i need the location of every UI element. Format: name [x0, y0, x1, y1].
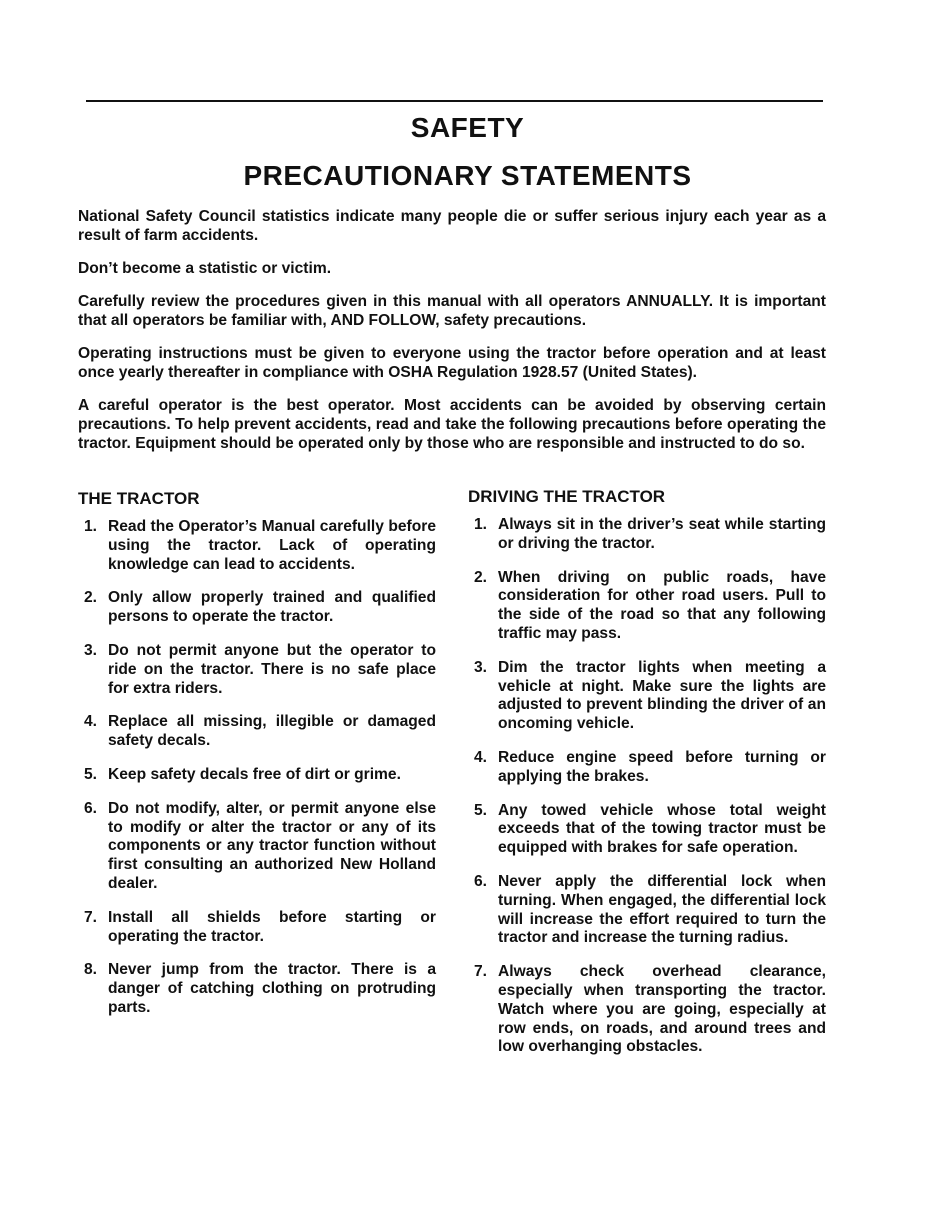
- list-item: [468, 569, 826, 644]
- item-number: 2.: [84, 589, 98, 607]
- item-number: 7.: [474, 963, 488, 981]
- list-item: [78, 518, 436, 574]
- section-heading: DRIVING THE TRACTOR: [468, 487, 666, 506]
- item-number: 7.: [84, 908, 98, 926]
- intro-paragraph: Carefully review the procedures given in this manual with all operators ANNUALLY. It is important that all operators be familiar with, AND FOLLOW, safety precautions.: [78, 293, 826, 329]
- item-number: 6.: [474, 872, 488, 890]
- item-text: Read the Operator’s Manual carefully before using the tractor. Lack of operating knowledge can lead to accidents.: [108, 518, 436, 573]
- item-text: Always sit in the driver’s seat while starting or driving the tractor.: [498, 516, 826, 552]
- item-number: 6.: [84, 799, 98, 817]
- page-subtitle: PRECAUTIONARY STATEMENTS: [243, 160, 692, 191]
- list-item: [468, 802, 826, 858]
- list-item: [468, 873, 826, 948]
- item-number: 2.: [474, 568, 488, 586]
- item-text: Do not modify, alter, or permit anyone else to modify or alter the tractor or any of its components or any tractor function without first consulting an authorized New Holland dealer.: [108, 799, 436, 892]
- item-number: 3.: [84, 641, 98, 659]
- list-item: [78, 909, 436, 947]
- list-item: [468, 749, 826, 787]
- item-text: Reduce engine speed before turning or applying the brakes.: [498, 748, 826, 785]
- intro-section: [78, 207, 826, 467]
- item-text: Do not permit anyone but the operator to ride on the tractor. There is no safe place for extra riders.: [108, 641, 436, 697]
- item-text: When driving on public roads, have consideration for other road users. Pull to the side of the road so that any following traffic may pass.: [498, 568, 826, 642]
- list-item: [468, 516, 826, 554]
- list-item: [468, 659, 826, 734]
- intro-paragraph: Operating instructions must be given to everyone using the tractor before operation and at least once yearly thereafter in compliance with OSHA Regulation 1928.57 (United States).: [78, 345, 826, 381]
- item-number: 3.: [474, 658, 488, 676]
- item-text: Dim the tractor lights when meeting a vehicle at night. Make sure the lights are adjusted to prevent blinding the driver of an oncoming vehicle.: [498, 658, 826, 733]
- list-item: [78, 961, 436, 1017]
- the-tractor-section: [78, 488, 436, 1033]
- item-text: Keep safety decals free of dirt or grime.: [108, 765, 401, 783]
- item-text: Never apply the differential lock when turning. When engaged, the differential lock will increase the effort required to turn the tractor and increase the turning radius.: [498, 872, 826, 947]
- precaution-list: [78, 518, 436, 1018]
- intro-paragraph: A careful operator is the best operator. Most accidents can be avoided by observing certain precautions. To help prevent accidents, read and take the following precautions before operating the tractor. Equipment should be operated only by those who are responsible and instructed to do so.: [78, 397, 826, 452]
- item-number: 4.: [84, 713, 98, 731]
- item-number: 1.: [84, 518, 98, 535]
- item-text: Replace all missing, illegible or damaged safety decals.: [108, 713, 436, 750]
- item-number: 1.: [474, 516, 488, 533]
- item-number: 5.: [474, 801, 488, 819]
- intro-paragraph: National Safety Council statistics indicate many people die or suffer serious injury each year as a result of farm accidents.: [78, 208, 826, 244]
- list-item: [78, 713, 436, 751]
- list-item: [78, 589, 436, 627]
- page-title: SAFETY: [410, 112, 525, 143]
- top-rule: [86, 100, 823, 102]
- list-item: [78, 642, 436, 698]
- list-item: [78, 800, 436, 894]
- list-item: [468, 963, 826, 1057]
- list-item: [78, 766, 436, 785]
- section-heading: THE TRACTOR: [78, 489, 200, 508]
- intro-paragraph: Don’t become a statistic or victim.: [78, 260, 332, 277]
- item-text: Always check overhead clearance, especially when transporting the tractor. Watch where you are going, especially at row ends, on roads, and around trees and low overhanging obstacles.: [498, 963, 826, 1056]
- driving-the-tractor-section: [468, 486, 826, 1072]
- precaution-list: [468, 516, 826, 1057]
- item-number: 8.: [84, 961, 98, 979]
- item-text: Any towed vehicle whose total weight exceeds that of the towing tractor must be equipped with brakes for safe operation.: [498, 801, 826, 857]
- item-text: Only allow properly trained and qualified persons to operate the tractor.: [108, 589, 436, 626]
- item-text: Install all shields before starting or operating the tractor.: [108, 908, 436, 945]
- item-number: 5.: [84, 765, 98, 783]
- item-number: 4.: [474, 748, 488, 766]
- item-text: Never jump from the tractor. There is a danger of catching clothing on protruding parts.: [108, 961, 436, 1016]
